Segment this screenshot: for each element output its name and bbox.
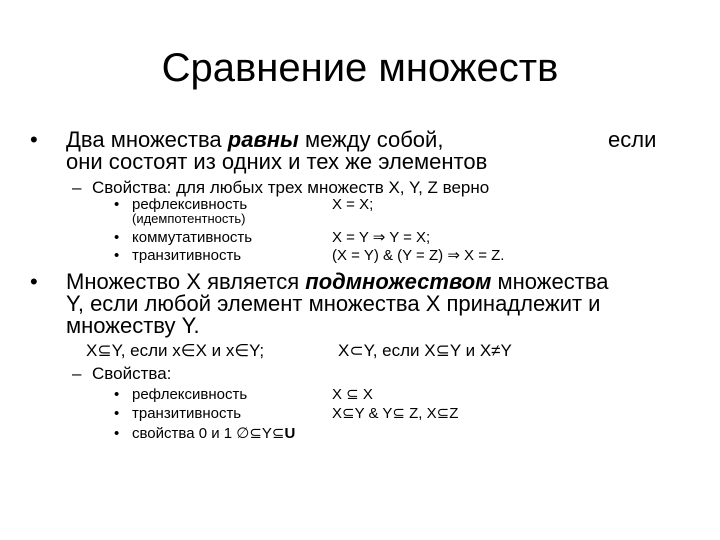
subset-definition-formula: X⊆Y, если x∈X и x∈Y;	[86, 341, 265, 360]
bullet-subset: •	[30, 269, 38, 294]
universal-set-symbol: U	[284, 425, 296, 442]
bullet-commutative: •	[114, 229, 120, 246]
proper-subset-definition-formula: X⊂Y, если X⊆Y и X≠Y	[338, 341, 512, 360]
equal-props-heading: Свойства: для любых трех множеств X, Y, Z верно	[92, 178, 490, 197]
term-equal: равны	[227, 127, 299, 152]
prop-transitive: транзитивность	[132, 247, 242, 264]
prop-subset-reflexive: рефлексивность	[132, 386, 248, 403]
prop-subset-01: свойства 0 и 1 ∅⊆Y⊆U	[132, 425, 296, 442]
term-subset: подмножеством	[305, 269, 492, 294]
formula-subset-reflexive: X ⊆ X	[332, 386, 373, 403]
subset-definition-line2: Y, если любой элемент множества X принадлежит и	[66, 291, 601, 316]
bullet-equal: •	[30, 127, 38, 152]
formula-transitive: (X = Y) & (Y = Z) ⇒ X = Z.	[332, 247, 505, 264]
dash-equal-props: –	[72, 178, 82, 197]
prop-commutative: коммутативность	[132, 229, 253, 246]
prop-subset-transitive: транзитивность	[132, 405, 242, 422]
prop-idempotence-note: (идемпотентность)	[132, 211, 246, 226]
equal-definition-if: если	[608, 127, 657, 152]
dash-subset-props: –	[72, 364, 82, 383]
formula-subset-01: ∅⊆Y⊆	[236, 425, 285, 442]
formula-commutative: X = Y ⇒ Y = X;	[332, 229, 431, 246]
formula-subset-transitive: X⊆Y & Y⊆ Z, X⊆Z	[332, 405, 459, 422]
formula-reflexive: X = X;	[332, 196, 374, 213]
bullet-reflexive: •	[114, 196, 120, 213]
page-title: Сравнение множеств	[161, 46, 559, 90]
equal-definition-line1: Два множества равны между собой,	[66, 127, 444, 152]
prop-reflexive: рефлексивность	[132, 196, 248, 213]
subset-definition-line1: Множество X является подмножеством множества	[66, 269, 609, 294]
bullet-subset-01: •	[114, 425, 120, 442]
equal-definition-line2: они состоят из одних и тех же элементов	[66, 149, 488, 174]
bullet-subset-transitive: •	[114, 405, 120, 422]
bullet-subset-reflexive: •	[114, 386, 120, 403]
bullet-transitive: •	[114, 247, 120, 264]
subset-props-heading: Свойства:	[92, 364, 172, 383]
subset-definition-line3: множеству Y.	[66, 313, 200, 338]
